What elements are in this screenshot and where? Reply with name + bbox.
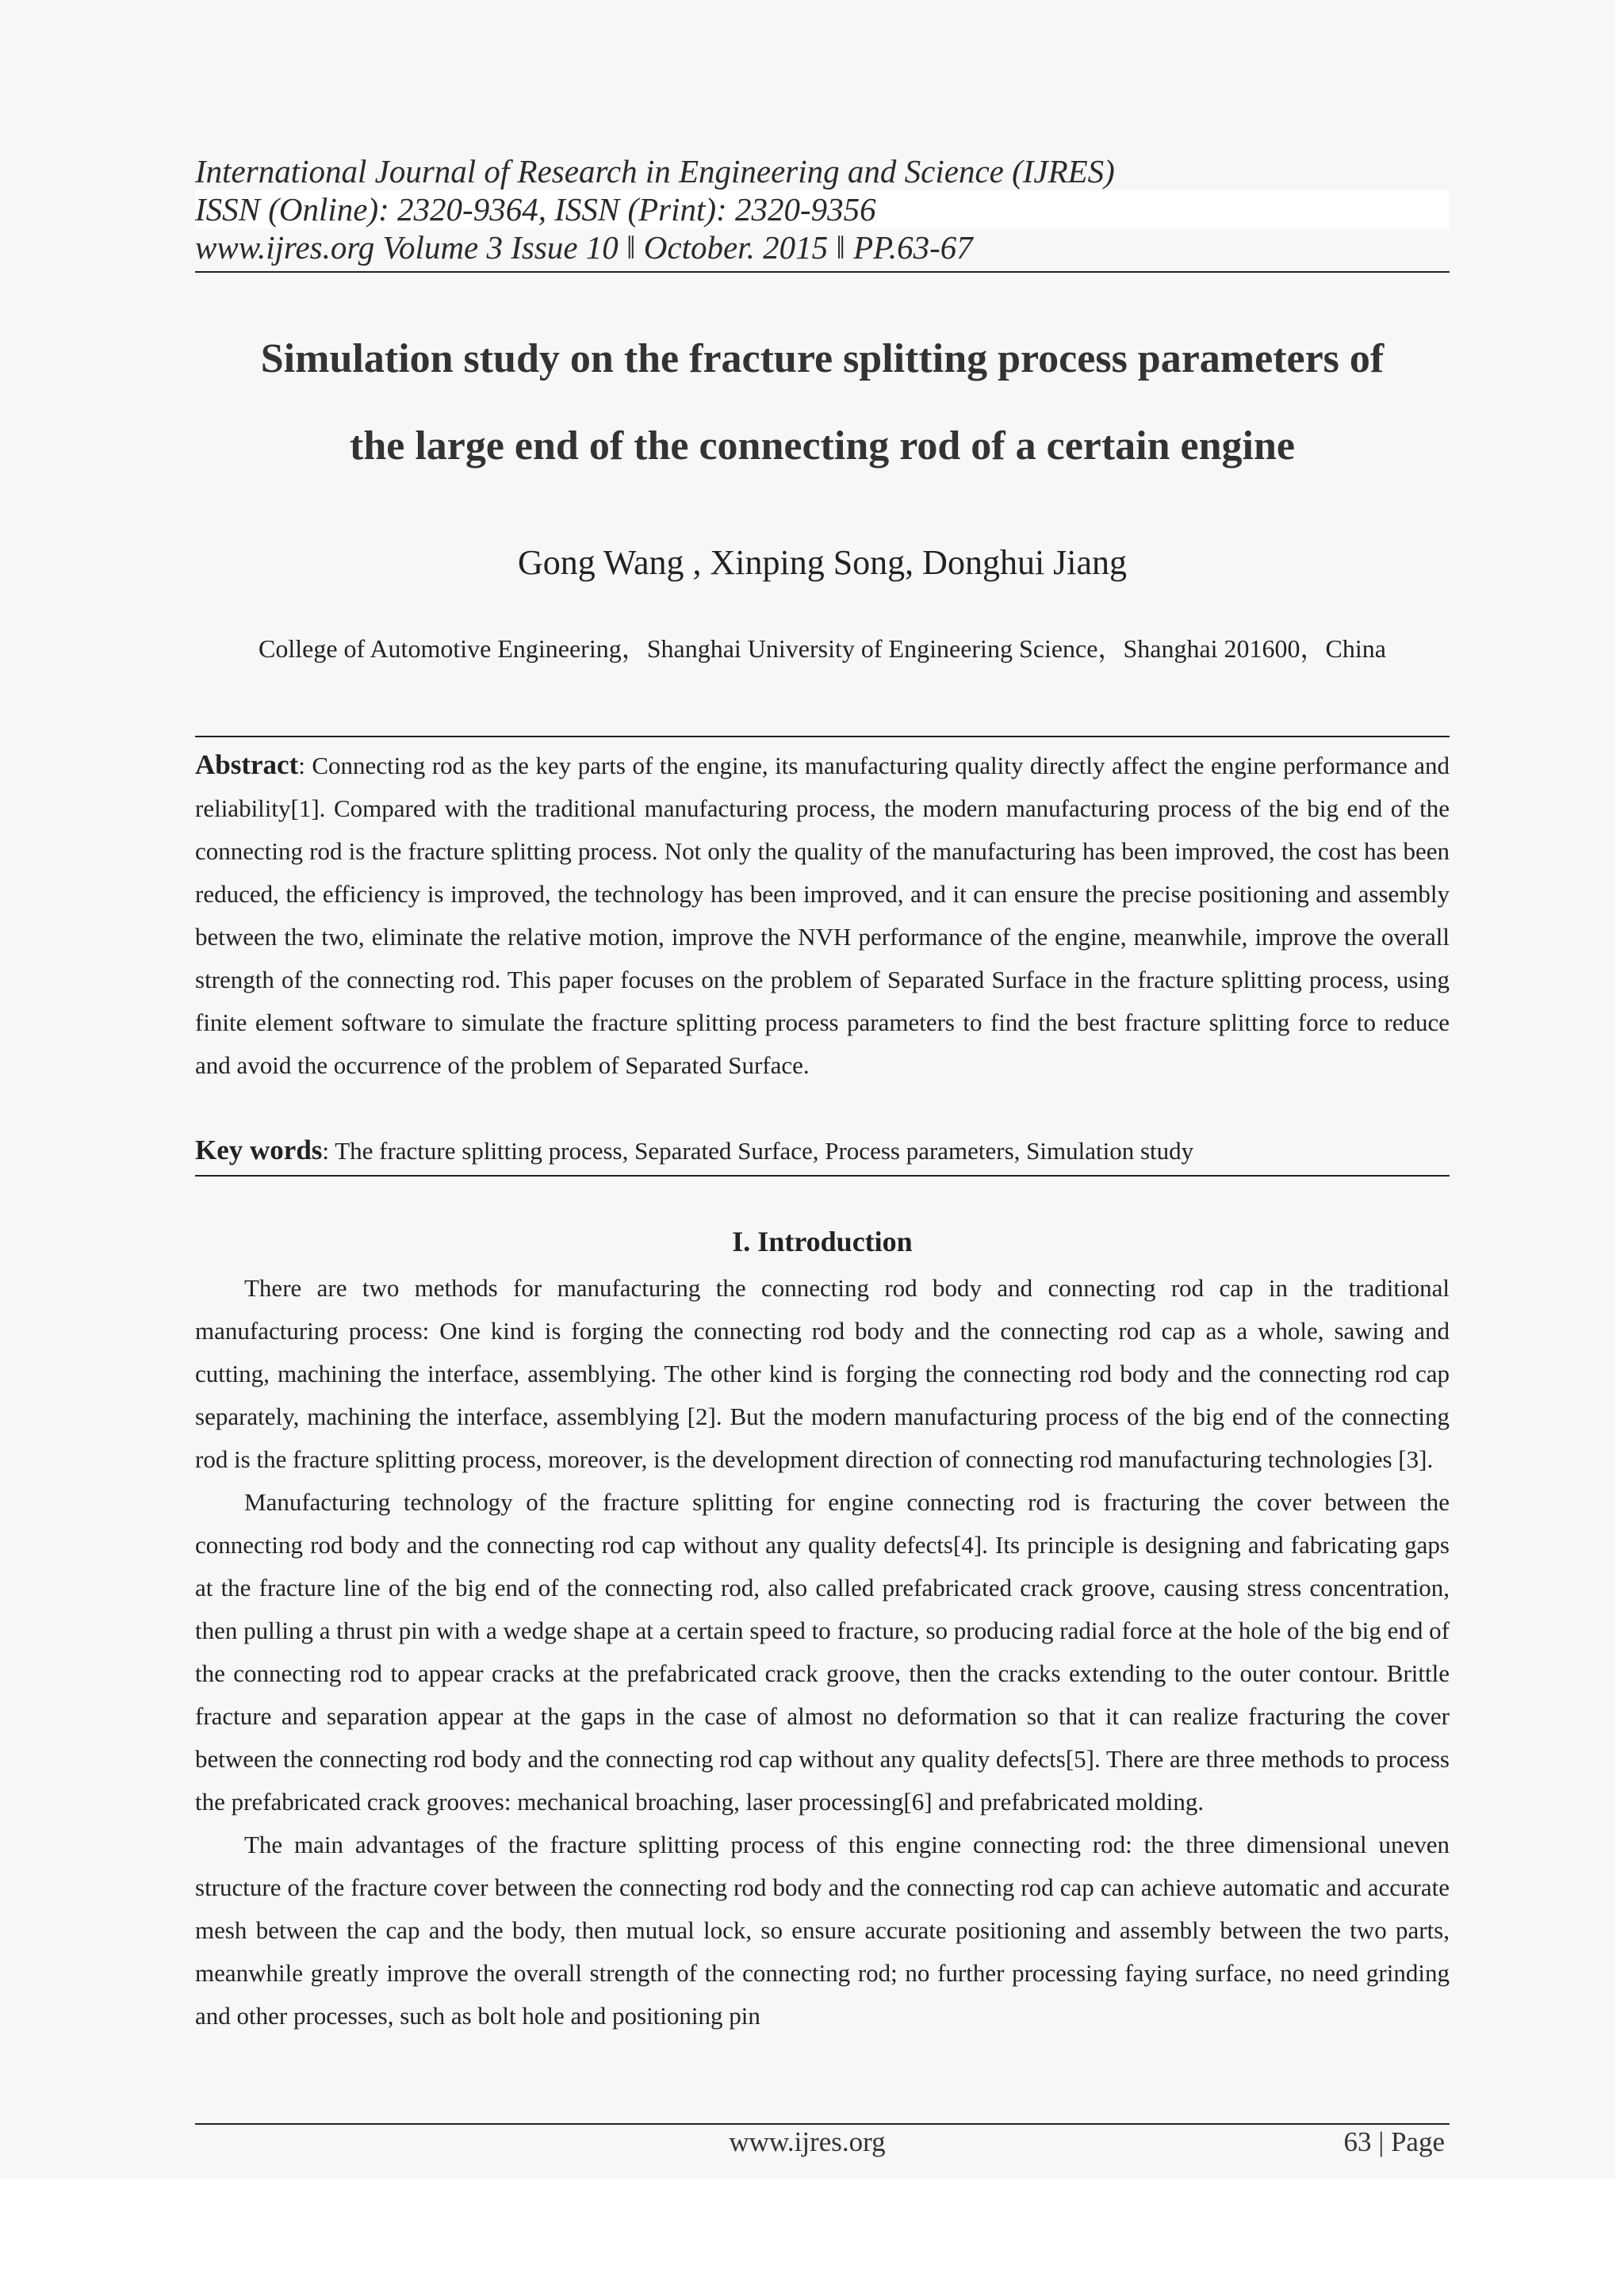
author-list: Gong Wang , Xinping Song, Donghui Jiang xyxy=(517,543,1128,582)
abstract-label: Abstract xyxy=(195,749,299,780)
title-line-2: the large end of the connecting rod of a certain engine xyxy=(350,423,1295,469)
abstract-top-rule xyxy=(195,736,1450,737)
affiliation: College of Automotive Engineering，Shanghai University of Engineering Science，Shanghai 201600，China xyxy=(259,634,1386,663)
journal-header xyxy=(195,152,1450,266)
header-rule xyxy=(195,271,1450,273)
keywords xyxy=(195,1129,1450,1173)
paragraph: The main advantages of the fracture splitting process of this engine connecting rod: the three dimensional uneven structure of the fracture cover between the connecting rod body and the connecting rod cap can achieve automatic and accurate mesh between the cap and the body, then mutual lock, so ensure accurate positioning and assembly between the two parts, meanwhile greatly improve the overall strength of the connecting rod; no further processing faying surface, no need grinding and other processes, such as bolt hole and positioning pin xyxy=(195,1831,1450,2030)
abstract-text: : Connecting rod as the key parts of the engine, its manufacturing quality directly affect the engine performance and reliability[1]. Compared with the traditional manufacturing process, the modern manufacturing process of the big end of the connecting rod is the fracture splitting process. Not only the quality of the manufacturing has been improved, the cost has been reduced, the efficiency is improved, the technology has been improved, and it can ensure the precise positioning and assembly between the two, eliminate the relative motion, improve the NVH performance of the engine, meanwhile, improve the overall strength of the connecting rod. This paper focuses on the problem of Separated Surface in the fracture splitting process, using finite element software to simulate the fracture splitting process parameters to find the best fracture splitting force to reduce and avoid the occurrence of the problem of Separated Surface. xyxy=(195,752,1450,1079)
introduction-body xyxy=(195,1267,1450,2038)
page-number: 63 | Page xyxy=(1343,2126,1445,2157)
journal-issue: www.ijres.org Volume 3 Issue 10 ǁ October. 2015 ǁ PP.63-67 xyxy=(195,229,973,266)
section-heading: I. Introduction xyxy=(732,1226,913,1257)
journal-issn: ISSN (Online): 2320-9364, ISSN (Print): 2320-9356 xyxy=(195,190,1450,228)
paragraph: There are two methods for manufacturing the connecting rod body and connecting rod cap in the traditional manufacturing process: One kind is forging the connecting rod body and the connecting rod cap as a whole, sawing and cutting, machining the interface, assemblying. The other kind is forging the connecting rod body and the connecting rod cap separately, machining the interface, assemblying [2]. But the modern manufacturing process of the big end of the connecting rod is the fracture splitting process, moreover, is the development direction of connecting rod manufacturing technologies [3]. xyxy=(195,1274,1450,1473)
journal-name: International Journal of Research in Engineering and Science (IJRES) xyxy=(195,153,1115,189)
footer-url: www.ijres.org xyxy=(729,2126,886,2157)
abstract-bottom-rule xyxy=(195,1175,1450,1177)
keywords-text: : The fracture splitting process, Separated Surface, Process parameters, Simulation study xyxy=(322,1137,1194,1165)
title-line-1: Simulation study on the fracture splitting process parameters of xyxy=(260,336,1385,381)
abstract xyxy=(195,744,1450,1087)
keywords-label: Key words xyxy=(195,1135,323,1165)
paragraph: Manufacturing technology of the fracture splitting for engine connecting rod is fracturing the cover between the connecting rod body and the connecting rod cap without any quality defects[4]. Its principle is designing and fabricating gaps at the fracture line of the big end of the connecting rod, also called prefabricated crack groove, causing stress concentration, then pulling a thrust pin with a wedge shape at a certain speed to fracture, so producing radial force at the hole of the big end of the connecting rod to appear cracks at the prefabricated crack groove, then the cracks extending to the outer contour. Brittle fracture and separation appear at the gaps in the case of almost no deformation so that it can realize fracturing the cover between the connecting rod body and the connecting rod cap without any quality defects[5]. There are three methods to process the prefabricated crack grooves: mechanical broaching, laser processing[6] and prefabricated molding. xyxy=(195,1488,1450,1816)
paper-title xyxy=(195,316,1450,490)
